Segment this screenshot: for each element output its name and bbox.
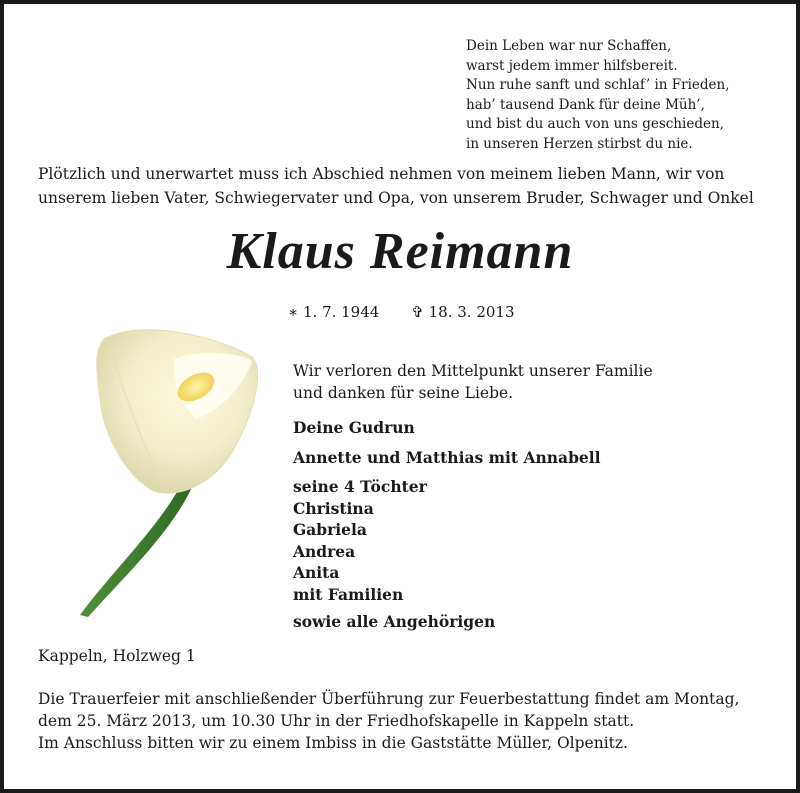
mourner-daughter: Andrea <box>293 541 356 561</box>
poem-line: warst jedem immer hilfsbereit. <box>466 57 678 74</box>
message-line: und danken für seine Liebe. <box>293 384 514 402</box>
closing-message <box>293 360 653 404</box>
poem-line: hab’ tausend Dank für deine Müh’, <box>466 96 705 113</box>
calla-lily-icon <box>74 319 274 619</box>
deceased-name: Klaus Reimann <box>226 223 574 280</box>
poem-line: in unseren Herzen stirbst du nie. <box>466 135 693 152</box>
address: Kappeln, Holzweg 1 <box>38 647 196 665</box>
mourner-daughter: Anita <box>293 563 340 582</box>
ceremony-line: Im Anschluss bitten wir zu einem Imbiss in die Gaststätte Müller, Olpenitz. <box>38 734 628 752</box>
poem <box>466 37 766 154</box>
mourner-daughters-outro: mit Familien <box>293 584 404 604</box>
obituary-card <box>4 4 796 789</box>
mourner-relatives: sowie alle Angehörigen <box>293 612 496 631</box>
life-dates <box>288 303 515 321</box>
mourners-list <box>293 417 601 633</box>
intro-line: Plötzlich und unerwartet muss ich Abschied nehmen von meinem lieben Mann, wir von <box>38 165 725 183</box>
poem-line: Nun ruhe sanft und schlaf’ in Frieden, <box>466 77 730 93</box>
mourner-wife: Deine Gudrun <box>293 418 415 437</box>
message-line: Wir verloren den Mittelpunkt unserer Familie <box>293 362 653 380</box>
mourner-family: Annette und Matthias mit Annabell <box>293 447 601 467</box>
ceremony-info <box>38 688 778 754</box>
poem-line: Dein Leben war nur Schaffen, <box>466 38 672 54</box>
mourner-daughters-intro: seine 4 Töchter <box>293 477 427 496</box>
mourner-daughter: Christina <box>293 498 374 518</box>
ceremony-line: dem 25. März 2013, um 10.30 Uhr in der Friedhofskapelle in Kappeln statt. <box>38 712 635 730</box>
announcement-intro <box>38 162 778 210</box>
ceremony-line: Die Trauerfeier mit anschließender Überführung zur Feuerbestattung findet am Montag, <box>38 690 740 708</box>
poem-line: und bist du auch von uns geschieden, <box>466 116 724 132</box>
intro-line: unserem lieben Vater, Schwiegervater und Opa, von unserem Bruder, Schwager und Onkel <box>38 189 754 207</box>
death-date: ✞ 18. 3. 2013 <box>411 303 515 321</box>
birth-date: ∗ 1. 7. 1944 <box>288 303 380 321</box>
mourner-daughter: Gabriela <box>293 520 367 539</box>
